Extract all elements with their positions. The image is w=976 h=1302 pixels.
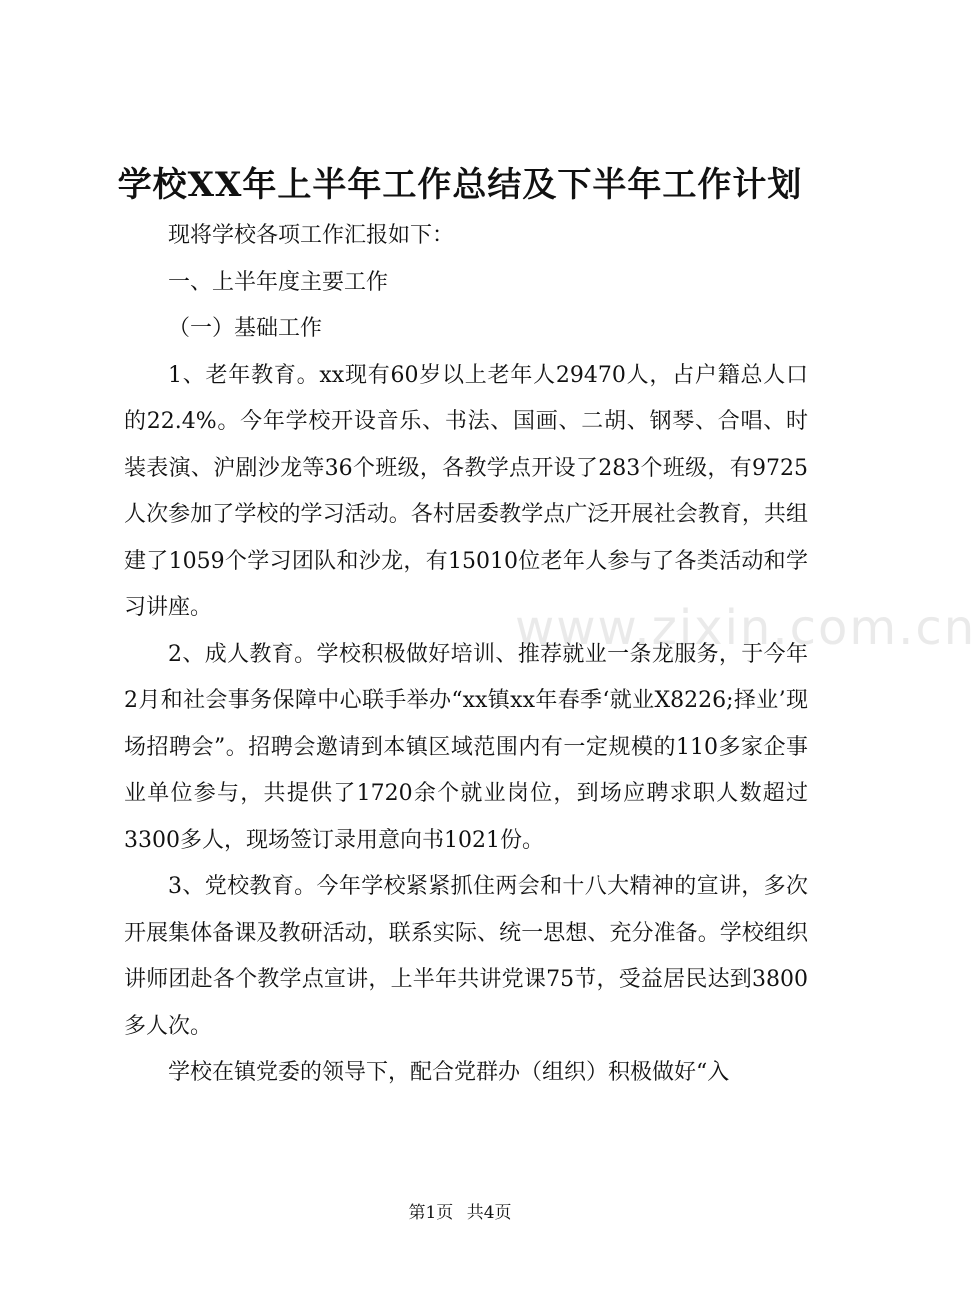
page-number: 第1页 — [408, 1203, 454, 1223]
document-title: 学校XX年上半年工作总结及下半年工作计划 — [117, 165, 803, 205]
page-footer — [0, 1198, 920, 1223]
document-body — [124, 213, 808, 1097]
watermark: www.zixin.com.cn — [515, 600, 976, 656]
paragraph-elderly-education: 1、老年教育。xx现有60岁以上老年人29470人，占户籍总人口的22.4%。今年学校开设音乐、书法、国画、二胡、钢琴、合唱、时装表演、沪剧沙龙等36个班级，各教学点开设了283个班级，有9725人次参加了学校的学习活动。各村居委教学点广泛开展社会教育，共组建了1059个学习团队和沙龙，有15010位老年人参与了各类活动和学习讲座。 — [124, 362, 808, 620]
paragraph-party-school: 3、党校教育。今年学校紧紧抓住两会和十八大精神的宣讲，多次开展集体备课及教研活动，联系实际、统一思想、充分准备。学校组织讲师团赴各个教学点宣讲，上半年共讲党课75节，受益居民达到3800多人次。 — [124, 874, 808, 1039]
page-total: 共4页 — [466, 1203, 512, 1223]
section-heading: 一、上半年度主要工作 — [168, 269, 389, 295]
paragraph-adult-education: 2、成人教育。学校积极做好培训、推荐就业一条龙服务，于今年2月和社会事务保障中心联手举办“xx镇xx年春季‘就业X8226;择业’现场招聘会”。招聘会邀请到本镇区域范围内有一定规模的110多家企事业单位参与，共提供了1720余个就业岗位，到场应聘求职人数超过3300多人，现场签订录用意向书1021份。 — [124, 641, 808, 853]
subsection-heading: （一）基础工作 — [168, 316, 323, 341]
intro-paragraph: 现将学校各项工作汇报如下： — [168, 223, 455, 248]
paragraph-continuation: 学校在镇党委的领导下，配合党群办（组织）积极做好“入 — [168, 1060, 730, 1085]
